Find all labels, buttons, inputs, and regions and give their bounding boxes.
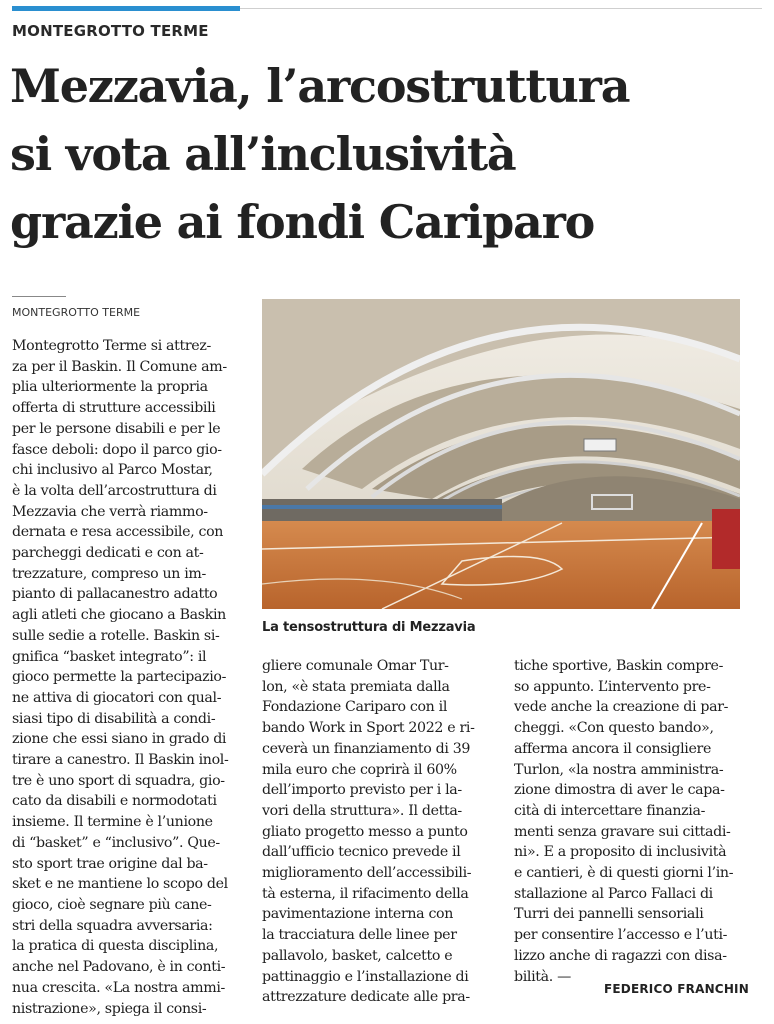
dateline-rule bbox=[12, 296, 66, 297]
text-line: tiche sportive, Baskin compre- bbox=[514, 658, 724, 674]
text-line: Turlon, «la nostra amministra- bbox=[514, 761, 724, 778]
text-line: per consentire l’accesso e l’uti- bbox=[514, 927, 728, 944]
text-line: dell’importo previsto per i la- bbox=[262, 782, 462, 799]
text-line: stallazione al Parco Fallaci di bbox=[514, 885, 713, 902]
photo-caption: La tensostruttura di Mezzavia bbox=[262, 620, 476, 635]
text-line: stri della squadra avversaria: bbox=[12, 917, 213, 934]
text-line: di “basket” e “inclusivo”. Que- bbox=[12, 834, 220, 851]
text-line: mila euro che coprirà il 60% bbox=[262, 761, 457, 778]
text-line: offerta di strutture accessibili bbox=[12, 400, 216, 417]
text-line: dall’ufficio tecnico prevede il bbox=[262, 844, 461, 861]
section-label: MONTEGROTTO TERME bbox=[12, 22, 209, 40]
article-photo bbox=[262, 299, 740, 609]
headline-line: si vota all’inclusività bbox=[10, 127, 516, 181]
text-line: Montegrotto Terme si attrez- bbox=[12, 338, 211, 354]
text-line: e cantieri, è di questi giorni l’in- bbox=[514, 865, 734, 882]
text-line: attrezzature dedicate alle pra- bbox=[262, 989, 470, 1006]
text-line: ne attiva di giocatori con qual- bbox=[12, 689, 222, 706]
text-line: lon, «è stata premiata dalla bbox=[262, 678, 450, 695]
text-line: per le persone disabili e per le bbox=[12, 420, 221, 437]
headline-line: Mezzavia, l’arcostruttura bbox=[10, 59, 630, 113]
text-line: trezzature, compreso un im- bbox=[12, 565, 206, 582]
text-line: Mezzavia che verrà riammo- bbox=[12, 503, 208, 520]
byline: FEDERICO FRANCHIN bbox=[604, 982, 749, 996]
text-line: gioco, cioè segnare più cane- bbox=[12, 896, 212, 913]
arena-illustration bbox=[262, 299, 740, 609]
text-line: lizzo anche di ragazzi con disa- bbox=[514, 947, 727, 964]
text-line: cheggi. «Con questo bando», bbox=[514, 720, 714, 737]
text-line: insieme. Il termine è l’unione bbox=[12, 814, 213, 831]
text-line: miglioramento dell’accessibili- bbox=[262, 865, 472, 882]
text-line: so appunto. L’intervento pre- bbox=[514, 678, 711, 695]
text-line: nistrazione», spiega il consi- bbox=[12, 1000, 207, 1017]
text-line: pavimentazione interna con bbox=[262, 906, 454, 923]
article-column-1 bbox=[12, 336, 246, 1019]
text-line: gliere comunale Omar Tur- bbox=[262, 658, 449, 674]
text-line: fasce deboli: dopo il parco gio- bbox=[12, 441, 222, 458]
text-line: nua crescita. «La nostra ammi- bbox=[12, 979, 225, 996]
text-line: za per il Baskin. Il Comune am- bbox=[12, 358, 227, 375]
text-line: siasi tipo di disabilità a condi- bbox=[12, 710, 216, 727]
text-line: ni». E a proposito di inclusività bbox=[514, 844, 727, 861]
text-line: bilità. — bbox=[514, 968, 571, 985]
text-line: sulle sedie a rotelle. Baskin si- bbox=[12, 627, 220, 644]
article-column-3 bbox=[514, 656, 744, 987]
text-line: ceverà un finanziamento di 39 bbox=[262, 740, 471, 757]
text-line: zione che essi siano in grado di bbox=[12, 731, 227, 748]
text-line: pallavolo, basket, calcetto e bbox=[262, 947, 453, 964]
text-line: cato da disabili e normodotati bbox=[12, 793, 217, 810]
text-line: Fondazione Cariparo con il bbox=[262, 699, 448, 716]
text-line: gnifica “basket integrato”: il bbox=[12, 648, 207, 665]
text-line: Turri dei pannelli sensoriali bbox=[514, 906, 704, 923]
headline-line: grazie ai fondi Cariparo bbox=[10, 195, 595, 249]
text-line: la tracciatura delle linee per bbox=[262, 927, 457, 944]
text-line: cità di intercettare finanzia- bbox=[514, 802, 706, 819]
text-line: agli atleti che giocano a Baskin bbox=[12, 607, 226, 624]
text-line: sket e ne mantiene lo scopo del bbox=[12, 876, 228, 893]
text-line: tre è uno sport di squadra, gio- bbox=[12, 772, 225, 789]
text-line: pianto di pallacanestro adatto bbox=[12, 586, 218, 603]
header-divider bbox=[240, 8, 762, 9]
section-accent-bar bbox=[12, 6, 240, 11]
text-line: tà esterna, il rifacimento della bbox=[262, 885, 469, 902]
text-line: pattinaggio e l’installazione di bbox=[262, 968, 469, 985]
text-line: dernata e resa accessibile, con bbox=[12, 524, 224, 541]
text-line: la pratica di questa disciplina, bbox=[12, 938, 219, 955]
text-line: sto sport trae origine dal ba- bbox=[12, 855, 208, 872]
text-line: è la volta dell’arcostruttura di bbox=[12, 482, 217, 499]
text-line: anche nel Padovano, è in conti- bbox=[12, 959, 226, 976]
text-line: afferma ancora il consigliere bbox=[514, 740, 712, 757]
text-line: chi inclusivo al Parco Mostar, bbox=[12, 462, 213, 479]
text-line: plia ulteriormente la propria bbox=[12, 379, 208, 396]
text-line: vede anche la creazione di par- bbox=[514, 699, 729, 716]
text-line: gliato progetto messo a punto bbox=[262, 823, 468, 840]
text-line: tirare a canestro. Il Baskin inol- bbox=[12, 752, 229, 769]
headline bbox=[10, 52, 770, 256]
text-line: bando Work in Sport 2022 e ri- bbox=[262, 720, 475, 737]
text-line: parcheggi dedicati e con at- bbox=[12, 545, 204, 562]
text-line: zione dimostra di aver le capa- bbox=[514, 782, 725, 799]
text-line: vori della struttura». Il detta- bbox=[262, 802, 462, 819]
article-column-2 bbox=[262, 656, 494, 1008]
text-line: menti senza gravare sui cittadi- bbox=[514, 823, 731, 840]
dateline: MONTEGROTTO TERME bbox=[12, 306, 141, 319]
text-line: gioco permette la partecipazio- bbox=[12, 669, 227, 686]
